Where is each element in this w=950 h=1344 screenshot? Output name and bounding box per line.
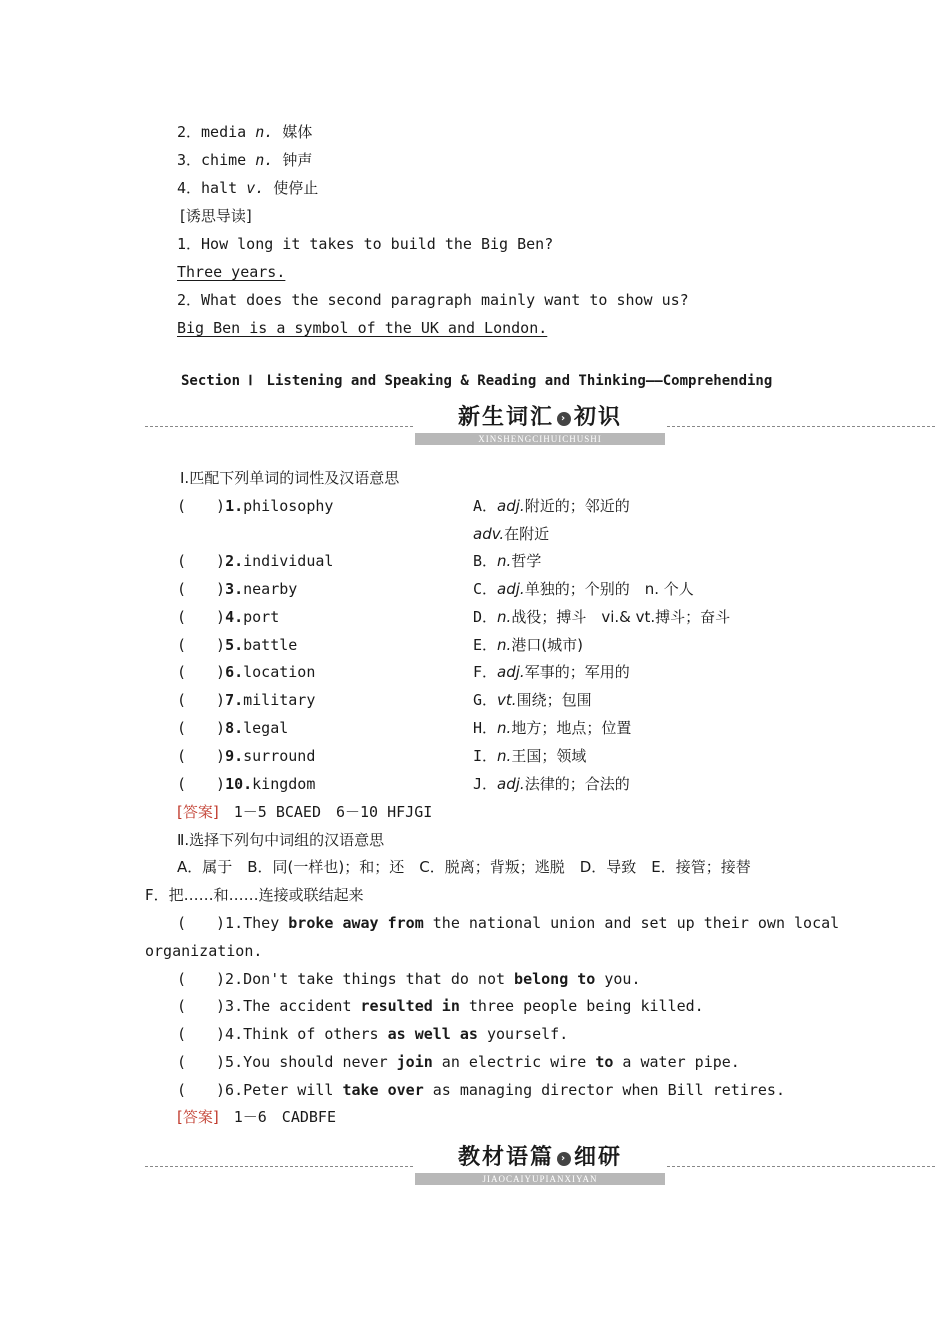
banner-divider-left [145, 426, 413, 427]
banner-pinyin: XINSHENGCIHUICHUSHI [415, 433, 665, 445]
part1-heading: Ⅰ.匹配下列单词的词性及汉语意思 [180, 469, 400, 487]
section-banner-text [145, 1144, 935, 1190]
guide-answer-1: Three years. [177, 263, 286, 281]
part2-options-line-1: A．属于 B．同(一样也)；和；还 C．脱离；背叛；逃脱 D．导致 E．接管；接替 [177, 858, 751, 876]
section-title: Section Ⅰ Listening and Speaking & Reading and Thinking——Comprehending [181, 373, 773, 389]
sentence-6: ( )6.Peter will take over as managing director when Bill retires. [177, 1081, 785, 1099]
match-item: ( )9.surround [177, 747, 316, 765]
sentence-5: ( )5.You should never join an electric wire to a water pipe. [177, 1053, 740, 1071]
vocab-item-media: 2．media n. 媒体 [177, 123, 313, 141]
guide-answer-2: Big Ben is a symbol of the UK and London. [177, 319, 548, 337]
match-option: B．n.哲学 [473, 552, 542, 570]
match-item: ( )10.kingdom [177, 775, 316, 793]
match-option: adv.在附近 [473, 525, 550, 543]
guide-question-2: 2．What does the second paragraph mainly want to show us? [177, 291, 689, 309]
guide-label: [诱思导读] [180, 207, 252, 225]
match-option: J．adj.法律的；合法的 [473, 775, 630, 793]
chevron-right-icon: › [557, 1152, 571, 1166]
match-option: A．adj.附近的；邻近的 [473, 497, 630, 515]
sentence-1: ( )1.They broke away from the national union and set up their own local [177, 914, 840, 932]
banner-divider-right [667, 1166, 935, 1167]
match-item: ( )4.port [177, 608, 280, 626]
part2-answer: [答案] 1－6 CADBFE [177, 1108, 336, 1126]
match-item: ( )8.legal [177, 719, 289, 737]
guide-question-1: 1．How long it takes to build the Big Ben? [177, 235, 554, 253]
match-option: C．adj.单独的；个别的 n. 个人 [473, 580, 694, 598]
chevron-right-icon: › [557, 412, 571, 426]
match-item: ( )1.philosophy [177, 497, 334, 515]
match-option: H．n.地方；地点；位置 [473, 719, 632, 737]
match-option: E．n.港口(城市) [473, 636, 584, 654]
sentence-1-continued: organization. [145, 942, 263, 960]
banner-divider-left [145, 1166, 413, 1167]
part1-answer: [答案] 1－5 BCAED 6－10 HFJGI [177, 803, 433, 821]
vocab-item-halt: 4．halt v. 使停止 [177, 179, 319, 197]
part2-heading: Ⅱ.选择下列句中词组的汉语意思 [177, 831, 385, 849]
match-item: ( )3.nearby [177, 580, 298, 598]
sentence-4: ( )4.Think of others as well as yourself. [177, 1025, 569, 1043]
match-option: I．n.王国；领域 [473, 747, 587, 765]
vocab-item-chime: 3．chime n. 钟声 [177, 151, 313, 169]
match-item: ( )5.battle [177, 636, 298, 654]
match-item: ( )6.location [177, 663, 316, 681]
section-banner-vocab [145, 404, 935, 450]
match-item: ( )7.military [177, 691, 316, 709]
sentence-2: ( )2.Don't take things that do not belong to you. [177, 970, 641, 988]
match-option: D．n.战役；搏斗 vi.& vt.搏斗；奋斗 [473, 608, 731, 626]
banner-divider-right [667, 426, 935, 427]
match-item: ( )2.individual [177, 552, 334, 570]
match-option: G．vt.围绕；包围 [473, 691, 592, 709]
sentence-3: ( )3.The accident resulted in three people being killed. [177, 997, 704, 1015]
part2-options-line-2: F．把……和……连接或联结起来 [145, 886, 364, 904]
match-option: F．adj.军事的；军用的 [473, 663, 630, 681]
banner-pinyin: JIAOCAIYUPIANXIYAN [415, 1173, 665, 1185]
banner-title: 新生词汇 › 初识 [457, 405, 623, 430]
banner-title: 教材语篇 › 细研 [457, 1145, 623, 1170]
